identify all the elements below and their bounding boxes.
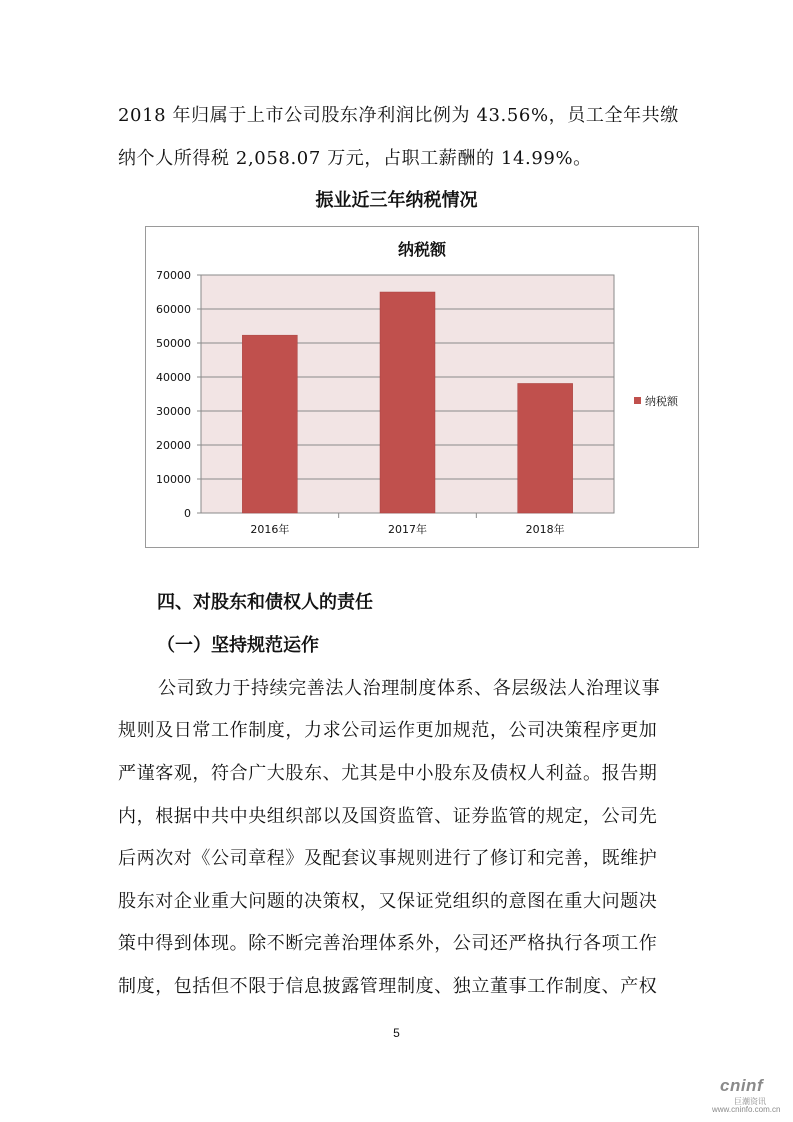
body-line-1: 公司致力于持续完善法人治理制度体系、各层级法人治理议事 <box>158 678 661 699</box>
x-tick-label: 2018年 <box>525 523 565 536</box>
body-line-7: 策中得到体现。除不断完善治理体系外，公司还严格执行各项工作 <box>118 933 658 954</box>
bar-2016年 <box>242 335 297 513</box>
bar-2018年 <box>518 383 573 513</box>
page-number: 5 <box>393 1026 400 1040</box>
logo-cn: 巨潮资讯 <box>734 1097 766 1106</box>
section-title: 四、对股东和债权人的责任 <box>157 592 373 613</box>
logo-url: www.cninfo.com.cn <box>712 1105 781 1114</box>
y-tick-label: 50000 <box>156 337 191 350</box>
tax-chart <box>145 226 699 548</box>
body-line-6: 股东对企业重大问题的决策权，又保证党组织的意图在重大问题决 <box>118 891 658 912</box>
intro-line-1: 2018 年归属于上市公司股东净利润比例为 43.56%，员工全年共缴 <box>118 105 679 126</box>
body-line-2: 规则及日常工作制度，力求公司运作更加规范，公司决策程序更加 <box>118 720 658 741</box>
y-tick-label: 30000 <box>156 405 191 418</box>
legend-label: 纳税额 <box>645 395 678 408</box>
y-axis <box>156 269 201 520</box>
y-tick-label: 70000 <box>156 269 191 282</box>
intro-line-2: 纳个人所得税 2,058.07 万元，占职工薪酬的 14.99%。 <box>118 148 592 169</box>
tax-chart-svg <box>146 227 698 547</box>
body-line-8: 制度，包括但不限于信息披露管理制度、独立董事工作制度、产权 <box>118 976 658 997</box>
chart-title: 纳税额 <box>397 240 447 259</box>
body-line-3: 严谨客观，符合广大股东、尤其是中小股东及债权人利益。报告期 <box>118 763 658 784</box>
body-line-5: 后两次对《公司章程》及配套议事规则进行了修订和完善，既维护 <box>118 848 658 869</box>
logo-brand: cninf <box>720 1076 764 1095</box>
y-tick-label: 0 <box>184 507 191 520</box>
x-axis <box>250 513 564 536</box>
cninfo-logo <box>706 1070 790 1114</box>
body-line-4: 内，根据中共中央组织部以及国资监管、证券监管的规定，公司先 <box>118 806 658 827</box>
x-tick-label: 2016年 <box>250 523 290 536</box>
y-tick-label: 10000 <box>156 473 191 486</box>
legend-swatch <box>634 397 641 404</box>
x-tick-label: 2017年 <box>388 523 427 536</box>
bar-2017年 <box>380 292 435 513</box>
chart-caption: 振业近三年纳税情况 <box>315 190 478 211</box>
y-tick-label: 40000 <box>156 371 191 384</box>
y-tick-label: 60000 <box>156 303 191 316</box>
subsection-title: （一）坚持规范运作 <box>157 635 319 656</box>
y-tick-label: 20000 <box>156 439 191 452</box>
